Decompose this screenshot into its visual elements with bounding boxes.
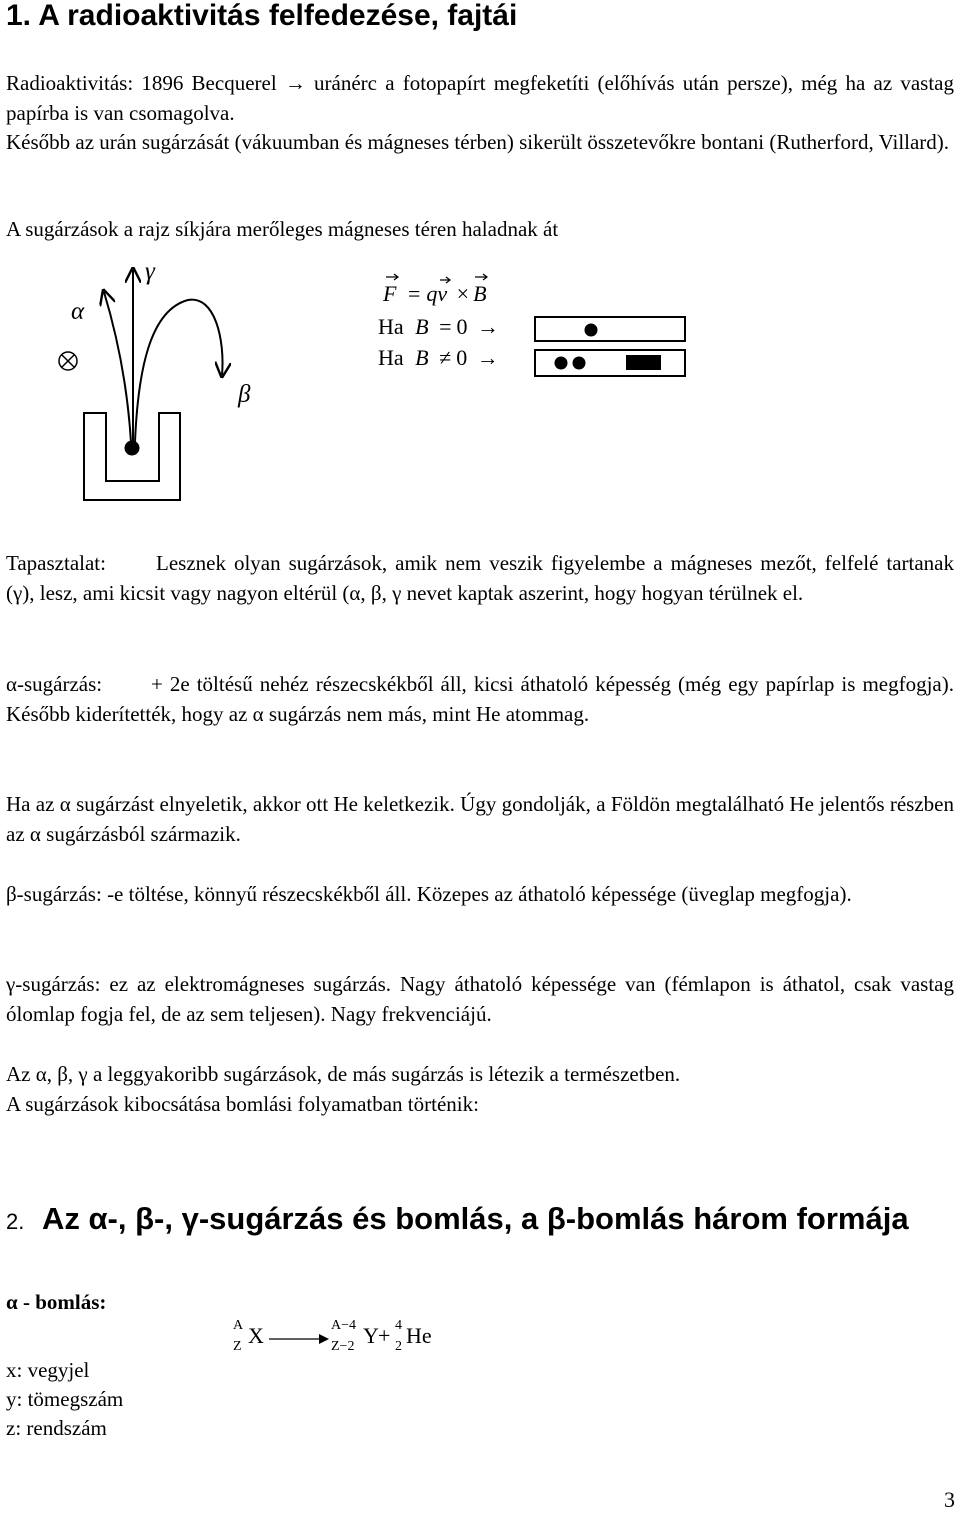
- screen-spot-gamma: [573, 357, 586, 370]
- summary-line-2: A sugárzások kibocsátása bomlási folyamatban történik:: [6, 1092, 479, 1116]
- screen-band-beta: [626, 355, 661, 370]
- legend-y: y: tömegszám: [6, 1387, 124, 1411]
- case-no-field: Ha B = 0 →: [378, 314, 500, 339]
- legend-z: z: rendszám: [6, 1416, 107, 1440]
- screen-no-field: [535, 317, 685, 341]
- helium-symbol: He: [406, 1323, 432, 1348]
- gamma-radiation-paragraph: γ-sugárzás: ez az elektromágneses sugárzás. Nagy áthatoló képessége van (fémlapon is áthatol, csak vastag ólomlap fogja fel, de az sem teljesen). Nagy frekvenciájú.: [6, 972, 954, 1026]
- page-number: 3: [944, 1487, 955, 1512]
- section-heading-1: 1. A radioaktivitás felfedezése, fajtái: [6, 0, 518, 32]
- daughter-atomic-number: Z−2: [331, 1339, 355, 1354]
- gamma-label: γ: [145, 258, 155, 285]
- beta-ray: [135, 300, 223, 442]
- intro-paragraph-1: Radioaktivitás: 1896 Becquerel → uránérc a fotopapírt megfeketíti (előhívás után persze), még ha az vastag papírba is van csomagolva.: [6, 71, 954, 125]
- screen-spot: [585, 324, 598, 337]
- screen-spot-alpha: [555, 357, 568, 370]
- section-heading-2: Az α-, β-, γ-sugárzás és bomlás, a β-bomlás három formája: [42, 1201, 909, 1236]
- helium-mass-number: 4: [395, 1318, 402, 1333]
- magnetic-field-into-page-icon: [59, 352, 77, 370]
- plus-sign: +: [378, 1323, 391, 1348]
- alpha-ray: [104, 292, 131, 442]
- magnetic-field-intro: A sugárzások a rajz síkjára merőleges mágneses téren haladnak át: [6, 217, 559, 241]
- intro-paragraph-2: Később az urán sugárzását (vákuumban és mágneses térben) sikerült összetevőkre bontani (Rutherford, Villard).: [6, 130, 950, 154]
- daughter-symbol: Y: [363, 1323, 379, 1348]
- helium-atomic-number: 2: [395, 1339, 402, 1354]
- alpha-decay-title: α - bomlás:: [6, 1290, 107, 1314]
- alpha-label: α: [71, 298, 85, 325]
- beta-radiation-paragraph: β-sugárzás: -e töltése, könnyű részecskékből áll. Közepes az áthatoló képessége (üveglap megfogja).: [6, 882, 852, 906]
- section-number-2: 2.: [6, 1209, 25, 1234]
- parent-symbol: X: [248, 1323, 264, 1348]
- helium-paragraph: Ha az α sugárzást elnyeletik, akkor ott He keletkezik. Úgy gondolják, a Földön megtalálható He jelentős részben az α sugárzásból származik.: [6, 792, 954, 846]
- radioactive-source: [125, 441, 140, 456]
- alpha-decay-equation: [228, 1318, 448, 1358]
- alpha-radiation-paragraph: α-sugárzás: + 2e töltésű nehéz részecskékből áll, kicsi áthatoló képesség (még egy papírlap is megfogja). Később kiderítették, hogy az α sugárzás nem más, mint He atommag.: [6, 672, 954, 726]
- reaction-arrow-icon: [269, 1332, 331, 1346]
- parent-mass-number: A: [233, 1318, 244, 1333]
- summary-line-1: Az α, β, γ a leggyakoribb sugárzások, de más sugárzás is létezik a természetben.: [6, 1062, 681, 1086]
- observation-paragraph: Tapasztalat: Lesznek olyan sugárzások, amik nem veszik figyelembe a mágneses mezőt, felfelé tartanak (γ), lesz, ami kicsit vagy nagyon eltérül (α, β, γ nevet kaptak aszerint, hogy hogyan térülnek el.: [6, 551, 954, 605]
- lorentz-force-formula: F = qv × B: [383, 281, 487, 306]
- daughter-mass-number: A−4: [331, 1318, 357, 1333]
- beta-label: β: [238, 381, 251, 408]
- case-with-field: Ha B ≠ 0 →: [378, 345, 499, 370]
- parent-atomic-number: Z: [233, 1339, 242, 1354]
- legend-x: x: vegyjel: [6, 1358, 90, 1382]
